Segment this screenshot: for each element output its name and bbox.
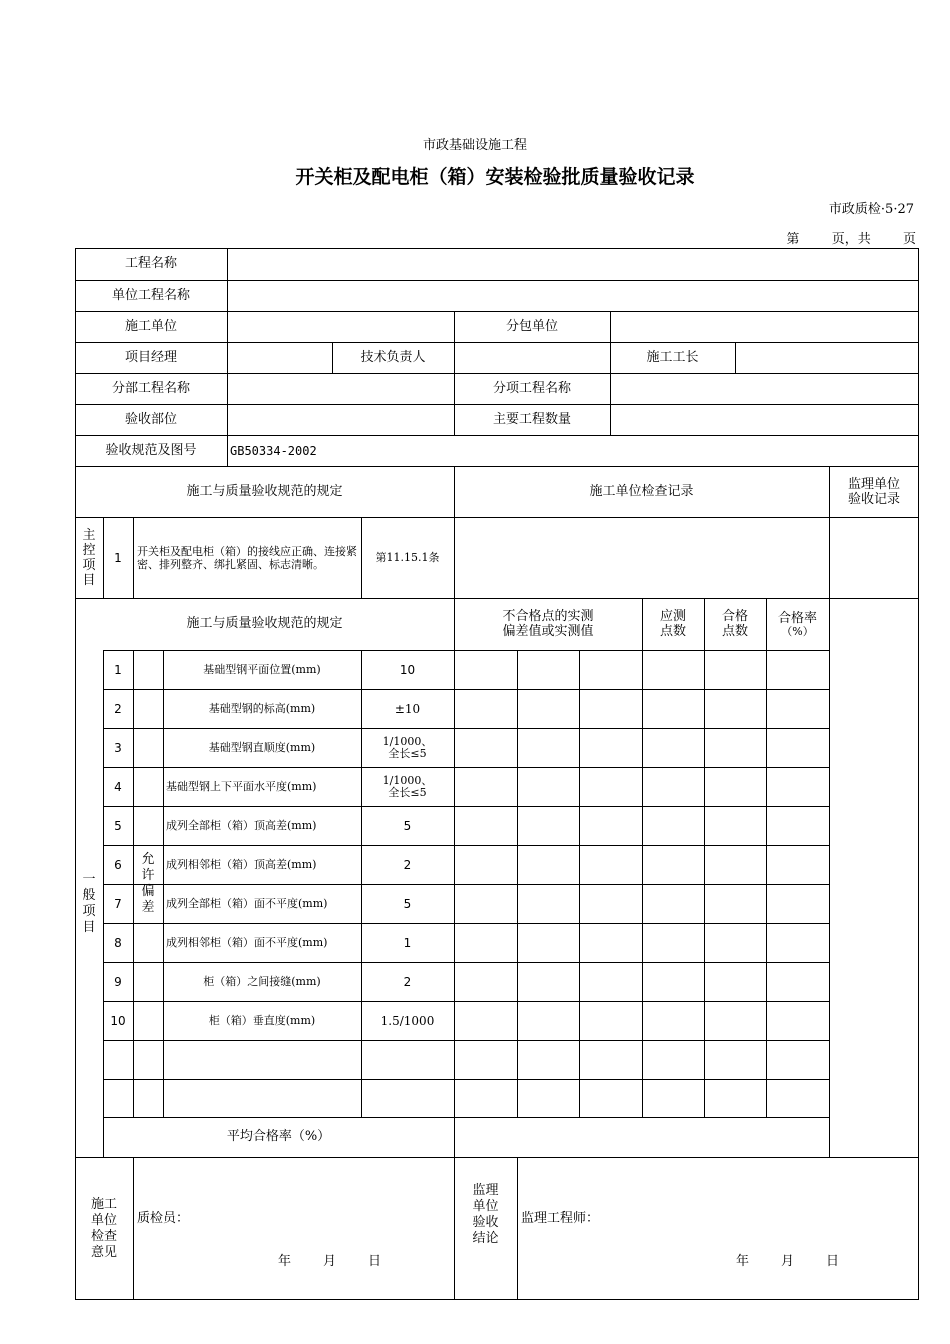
main-item-ref: 第11.15.1条 <box>375 550 440 564</box>
general-row-item: 基础型钢的标高(mm) <box>208 701 316 715</box>
main-header-spec: 施工与质量验收规范的规定 <box>186 483 343 499</box>
general-row-value: 5 <box>403 896 412 911</box>
value-line-2: 全长≤5 <box>388 746 427 760</box>
pass-line-1: 合格 <box>721 609 748 624</box>
general-row-no: 8 <box>114 935 122 950</box>
page-title: 开关柜及配电柜（箱）安装检验批质量验收记录 <box>295 166 695 188</box>
label-project-manager: 项目经理 <box>124 349 177 365</box>
construction-line: 意见 <box>90 1244 117 1260</box>
supervision-conclusion-label <box>454 1157 517 1300</box>
spec-value: GB50334-2002 <box>230 443 317 458</box>
label-main-quantity: 主要工程数量 <box>492 411 571 427</box>
general-row-item: 柜（箱）之间接缝(mm) <box>203 974 321 988</box>
construction-line: 检查 <box>90 1228 117 1244</box>
general-row-value: 1 <box>403 935 412 950</box>
main-item-no: 1 <box>114 550 122 565</box>
date-left-month: 月 <box>323 1254 337 1269</box>
page-info-di: 第 <box>786 232 800 247</box>
page-info <box>786 228 916 247</box>
general-row-item: 成列相邻柜（箱）面不平度(mm) <box>166 935 328 949</box>
supervisor-line-2: 验收记录 <box>847 491 900 507</box>
general-label-char: 一 <box>82 871 96 887</box>
tolerance-char: 允 <box>141 851 155 867</box>
label-subitem-name: 分项工程名称 <box>492 380 571 396</box>
deviation-line-2: 偏差值或实测值 <box>502 624 594 639</box>
page-info-ye: 页 <box>902 232 916 247</box>
rate-line-1: 合格率 <box>777 610 817 626</box>
general-row-no: 10 <box>110 1013 126 1028</box>
general-row-item: 柜（箱）垂直度(mm) <box>208 1013 316 1027</box>
main-item-text: 开关柜及配电柜（箱）的接线应正确、连接紧密、排列整齐、绑扎紧固、标志清晰。 <box>137 544 357 571</box>
main-control-label <box>75 517 103 598</box>
deviation-line-1: 不合格点的实测 <box>502 609 594 624</box>
supervisor-line-1: 监理单位 <box>847 476 900 492</box>
tolerance-char: 许 <box>141 867 155 883</box>
label-unit-project-name: 单位工程名称 <box>111 287 190 303</box>
general-row-item: 基础型钢平面位置(mm) <box>203 662 321 676</box>
general-row-no: 9 <box>114 974 122 989</box>
points-line-2: 点数 <box>659 624 686 639</box>
label-spec: 验收规范及图号 <box>105 442 197 458</box>
general-row-item: 成列全部柜（箱）面不平度(mm) <box>166 896 328 910</box>
construction-line: 施工 <box>90 1196 117 1212</box>
general-row-value: 10 <box>399 662 416 677</box>
tolerance-char: 偏 <box>141 883 155 899</box>
construction-opinion-label <box>75 1157 133 1300</box>
general-row-value: ±10 <box>394 701 421 716</box>
general-header-rate <box>766 598 829 650</box>
general-row-value <box>361 728 454 767</box>
general-items-label <box>75 650 103 1157</box>
engineer-label: 监理工程师： <box>521 1211 600 1226</box>
general-header-points <box>642 598 704 650</box>
general-label-char: 般 <box>82 887 96 903</box>
general-row-value: 2 <box>403 857 412 872</box>
general-label-char: 目 <box>82 919 96 935</box>
label-site-foreman: 施工工长 <box>646 349 699 365</box>
label-division-name: 分部工程名称 <box>111 380 190 396</box>
supervision-line: 结论 <box>472 1230 499 1246</box>
date-left-day: 日 <box>368 1254 382 1269</box>
general-row-value: 1.5/1000 <box>380 1013 435 1028</box>
label-tech-lead: 技术负责人 <box>360 349 426 365</box>
date-left <box>278 1250 381 1269</box>
general-row-no: 1 <box>114 662 122 677</box>
construction-line: 单位 <box>90 1212 117 1228</box>
supervision-line: 监理 <box>472 1182 499 1198</box>
general-row-no: 7 <box>114 896 122 911</box>
date-right <box>736 1250 839 1269</box>
general-row-no: 6 <box>114 857 122 872</box>
date-right-day: 日 <box>826 1254 840 1269</box>
tolerance-label <box>133 650 163 1117</box>
general-row-value: 2 <box>403 974 412 989</box>
general-row-item: 成列全部柜（箱）顶高差(mm) <box>166 818 317 832</box>
main-header-record: 施工单位检查记录 <box>589 483 694 499</box>
general-row-no: 3 <box>114 740 122 755</box>
supervision-line: 单位 <box>472 1198 499 1214</box>
date-right-year: 年 <box>736 1254 750 1269</box>
label-project-name: 工程名称 <box>124 256 177 271</box>
label-construction-unit: 施工单位 <box>124 318 177 334</box>
general-header-deviation <box>454 598 642 650</box>
general-header-spec: 施工与质量验收规范的规定 <box>186 616 343 631</box>
general-row-item: 成列相邻柜（箱）顶高差(mm) <box>166 857 317 871</box>
general-row-value <box>361 767 454 806</box>
main-label-char: 项 <box>82 557 96 573</box>
rate-line-2: （%） <box>781 624 814 638</box>
main-label-char: 控 <box>82 542 96 558</box>
value-line-1: 1/1000、 <box>382 734 433 748</box>
main-label-char: 目 <box>82 572 96 588</box>
general-row-no: 4 <box>114 779 122 794</box>
pass-line-2: 点数 <box>721 624 748 639</box>
value-line-2: 全长≤5 <box>388 785 427 799</box>
general-row-no: 5 <box>114 818 122 833</box>
general-header-pass <box>704 598 766 650</box>
subtitle: 市政基础设施工程 <box>422 138 527 153</box>
supervision-line: 验收 <box>472 1214 499 1230</box>
label-subcontract-unit: 分包单位 <box>505 318 558 334</box>
main-label-char: 主 <box>82 527 96 543</box>
general-row-value: 5 <box>403 818 412 833</box>
value-line-1: 1/1000、 <box>382 773 433 787</box>
average-rate-label: 平均合格率（%） <box>226 1129 331 1144</box>
general-row-item: 基础型钢上下平面水平度(mm) <box>166 779 317 793</box>
general-row-no: 2 <box>114 701 122 716</box>
general-label-char: 项 <box>82 903 96 919</box>
form-code: 市政质检·5·27 <box>828 202 914 217</box>
page-info-total: 页，共 <box>831 232 871 247</box>
main-header-supervisor <box>829 466 919 517</box>
date-left-year: 年 <box>278 1254 292 1269</box>
points-line-1: 应测 <box>659 609 686 624</box>
general-row-item: 基础型钢直顺度(mm) <box>208 740 316 754</box>
tolerance-char: 差 <box>141 899 155 915</box>
label-acceptance-part: 验收部位 <box>124 411 177 427</box>
inspector-label: 质检员： <box>137 1211 190 1226</box>
date-right-month: 月 <box>781 1254 795 1269</box>
